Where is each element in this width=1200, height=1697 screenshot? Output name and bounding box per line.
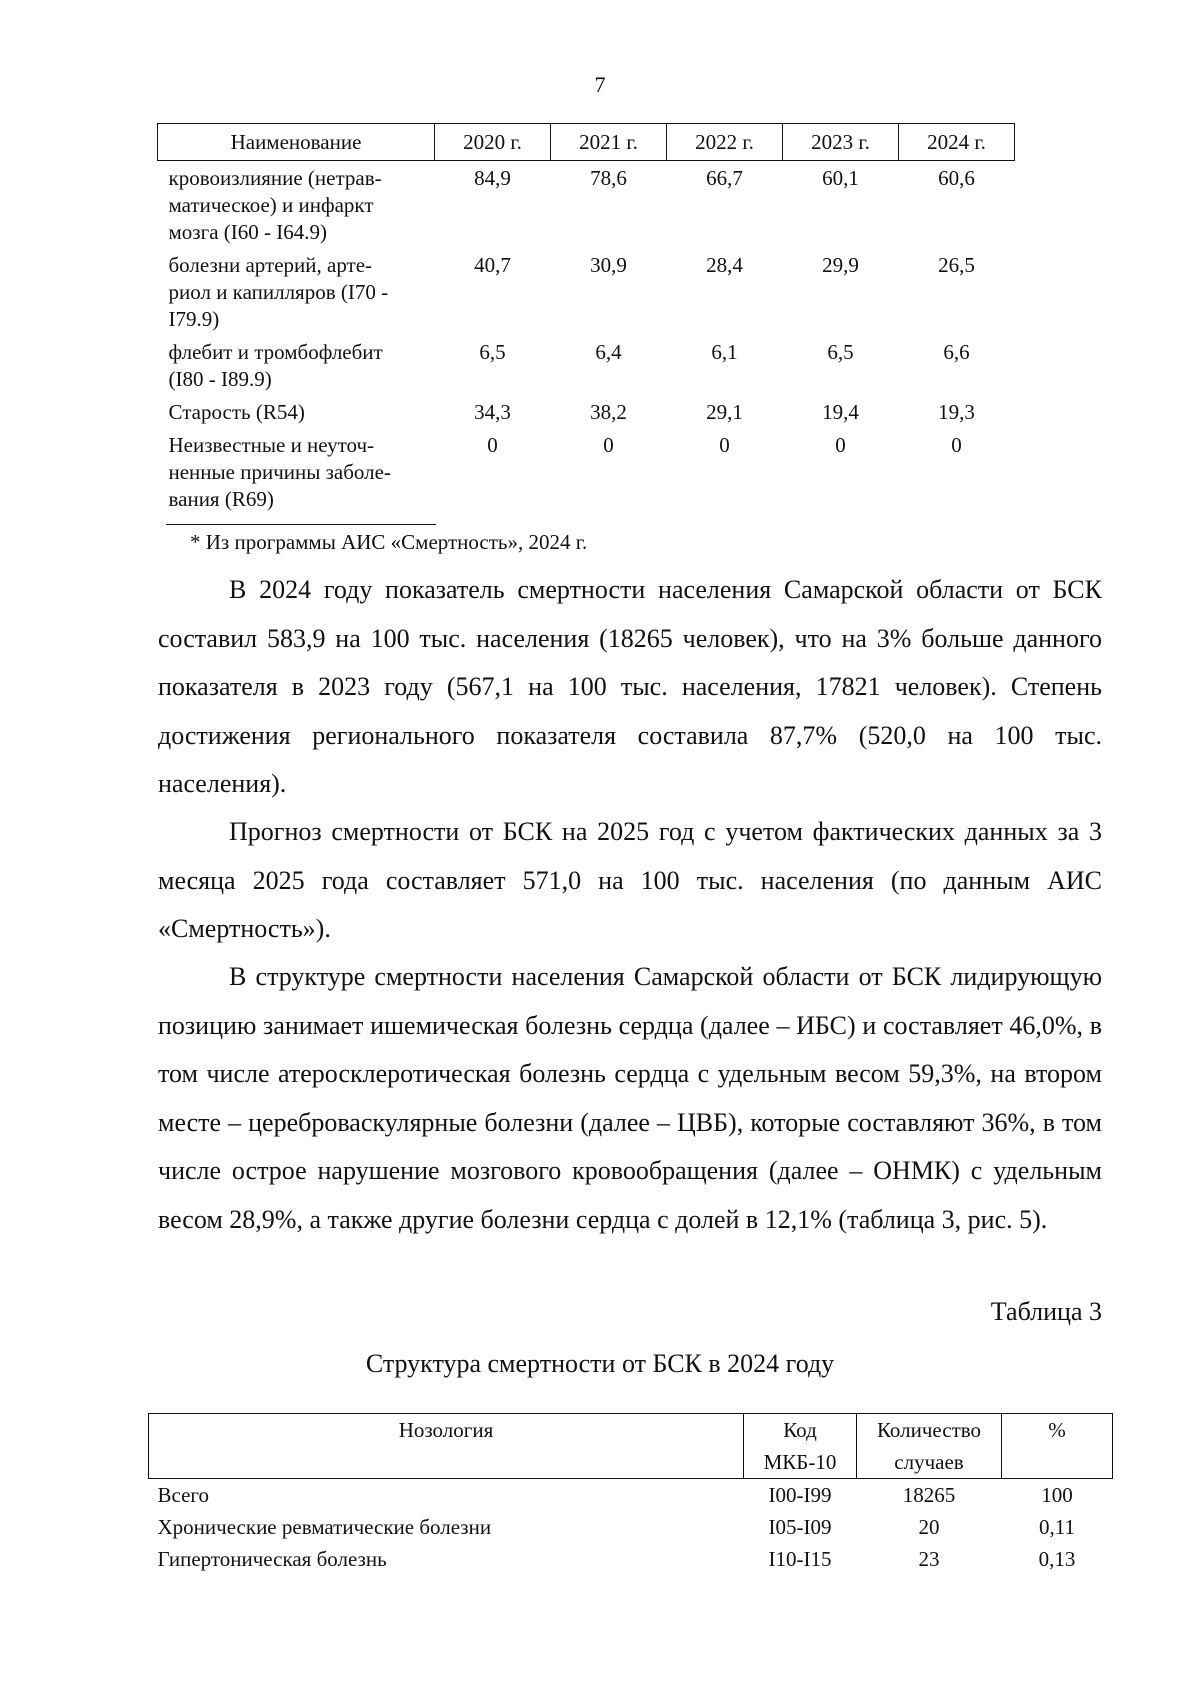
table-row xyxy=(158,335,1015,395)
value-cell: 66,7 xyxy=(706,166,743,190)
nosology-cell: Хронические ревматические болезни xyxy=(157,1515,492,1539)
value-cell: 6,4 xyxy=(595,340,622,364)
column-header-case-count xyxy=(857,1414,1002,1479)
value-cell: 0 xyxy=(951,433,962,457)
body-paragraph: В структуре смертности населения Самарской области от БСК лидирующую позицию занимает ишемическая болезнь сердца (далее – ИБС) и составляет 46,0%, в том числе атеросклеротическая болезнь сердца с удельным весом 59,3%, на втором месте – цереброваскулярные болезни (далее – ЦВБ), которые составляют 36%, в том числе острое нарушение мозгового кровообращения (далее – ОНМК) с удельным весом 28,9%, а также другие болезни сердца с долей в 12,1% (таблица 3, рис. 5). xyxy=(158,962,1102,1234)
value-cell: 29,9 xyxy=(822,253,859,277)
value-cell: 60,1 xyxy=(822,166,859,190)
page-number: 7 xyxy=(594,72,606,97)
icd-code-cell: I05-I09 xyxy=(768,1515,832,1539)
value-cell: 19,3 xyxy=(938,400,975,424)
value-cell: 6,1 xyxy=(711,340,738,364)
header-line: МКБ-10 xyxy=(763,1450,837,1474)
table-row xyxy=(149,1543,1113,1575)
table-row xyxy=(158,161,1015,249)
row-name-cell xyxy=(158,248,435,335)
case-count-cell: 20 xyxy=(918,1515,940,1539)
body-paragraph: Прогноз смертности от БСК на 2025 год с учетом фактических данных за 3 месяца 2025 года составляет 571,0 на 100 тыс. населения (по данным АИС «Смертность»). xyxy=(158,817,1102,943)
table-row xyxy=(158,248,1015,335)
value-cell: 26,5 xyxy=(938,253,975,277)
table-label: Таблица 3 xyxy=(990,1297,1102,1326)
value-cell: 30,9 xyxy=(590,253,627,277)
footnote: * Из программы АИС «Смертность», 2024 г. xyxy=(190,530,588,554)
row-name-cell xyxy=(158,161,435,249)
percent-cell: 100 xyxy=(1041,1483,1073,1507)
value-cell: 6,5 xyxy=(479,340,506,364)
value-cell: 28,4 xyxy=(706,253,743,277)
row-name-line: Старость (R54) xyxy=(168,400,305,424)
column-header-icd-code xyxy=(744,1414,857,1479)
row-name-line: вания (R69) xyxy=(168,487,274,511)
column-header-2023: 2023 г. xyxy=(783,124,899,161)
table-header-row xyxy=(149,1414,1113,1479)
percent-cell: 0,13 xyxy=(1038,1547,1076,1571)
body-paragraph: В 2024 году показатель смертности населения Самарской области от БСК составил 583,9 на 100 тыс. населения (18265 человек), что на 3% больше данного показателя в 2023 году (567,1 на 100 тыс. населения, 17821 человек). Степень достижения регионального показателя составила 87,7% (520,0 на 100 тыс. населения). xyxy=(158,575,1102,798)
row-name-line: матическое) и инфаркт xyxy=(168,193,374,217)
icd-code-cell: I10-I15 xyxy=(768,1547,832,1571)
header-line: случаев xyxy=(894,1450,964,1474)
nosology-cell: Всего xyxy=(157,1483,209,1507)
row-name-line: I79.9) xyxy=(168,307,220,331)
cvd-mortality-structure-table xyxy=(148,1413,1113,1575)
value-cell: 84,9 xyxy=(474,166,511,190)
table-title: Структура смертности от БСК в 2024 году xyxy=(365,1349,835,1378)
table-row xyxy=(149,1479,1113,1512)
table-header-row xyxy=(158,124,1015,161)
row-name-cell xyxy=(158,428,435,515)
column-header-2024: 2024 г. xyxy=(899,124,1015,161)
case-count-cell: 18265 xyxy=(902,1483,956,1507)
row-name-line: флебит и тромбофлебит xyxy=(168,340,383,364)
value-cell: 0 xyxy=(487,433,498,457)
row-name-line: риол и капилляров (I70 - xyxy=(168,280,389,304)
value-cell: 19,4 xyxy=(822,400,859,424)
row-name-line: ненные причины заболе- xyxy=(168,460,391,484)
value-cell: 0 xyxy=(835,433,846,457)
mortality-table-continuation xyxy=(157,123,1015,515)
row-name-line: мозга (I60 - I64.9) xyxy=(168,220,327,244)
value-cell: 78,6 xyxy=(590,166,627,190)
header-line: Код xyxy=(783,1418,817,1442)
row-name-line: (I80 - I89.9) xyxy=(168,367,272,391)
row-name-cell xyxy=(158,395,435,428)
icd-code-cell: I00-I99 xyxy=(768,1483,832,1507)
value-cell: 6,5 xyxy=(827,340,854,364)
footnote-divider xyxy=(166,524,436,525)
percent-cell: 0,11 xyxy=(1039,1515,1075,1539)
value-cell: 0 xyxy=(719,433,730,457)
table-row xyxy=(149,1511,1113,1543)
table-row xyxy=(158,395,1015,428)
row-name-line: кровоизлияние (нетрав- xyxy=(168,166,382,190)
value-cell: 60,6 xyxy=(938,166,975,190)
value-cell: 6,6 xyxy=(943,340,970,364)
column-header-2020: 2020 г. xyxy=(435,124,551,161)
value-cell: 34,3 xyxy=(474,400,511,424)
row-name-line: болезни артерий, арте- xyxy=(168,253,373,277)
value-cell: 38,2 xyxy=(590,400,627,424)
value-cell: 29,1 xyxy=(706,400,743,424)
column-header-2021: 2021 г. xyxy=(551,124,667,161)
row-name-line: Неизвестные и неуточ- xyxy=(168,433,375,457)
nosology-cell: Гипертоническая болезнь xyxy=(157,1547,387,1571)
column-header-2022: 2022 г. xyxy=(667,124,783,161)
value-cell: 40,7 xyxy=(474,253,511,277)
value-cell: 0 xyxy=(603,433,614,457)
column-header-percent: % xyxy=(1002,1414,1113,1479)
column-header-nosology: Нозология xyxy=(149,1414,744,1479)
column-header-name: Наименование xyxy=(158,124,435,161)
header-line: Количество xyxy=(876,1418,982,1442)
row-name-cell xyxy=(158,335,435,395)
table-row xyxy=(158,428,1015,515)
case-count-cell: 23 xyxy=(918,1547,940,1571)
